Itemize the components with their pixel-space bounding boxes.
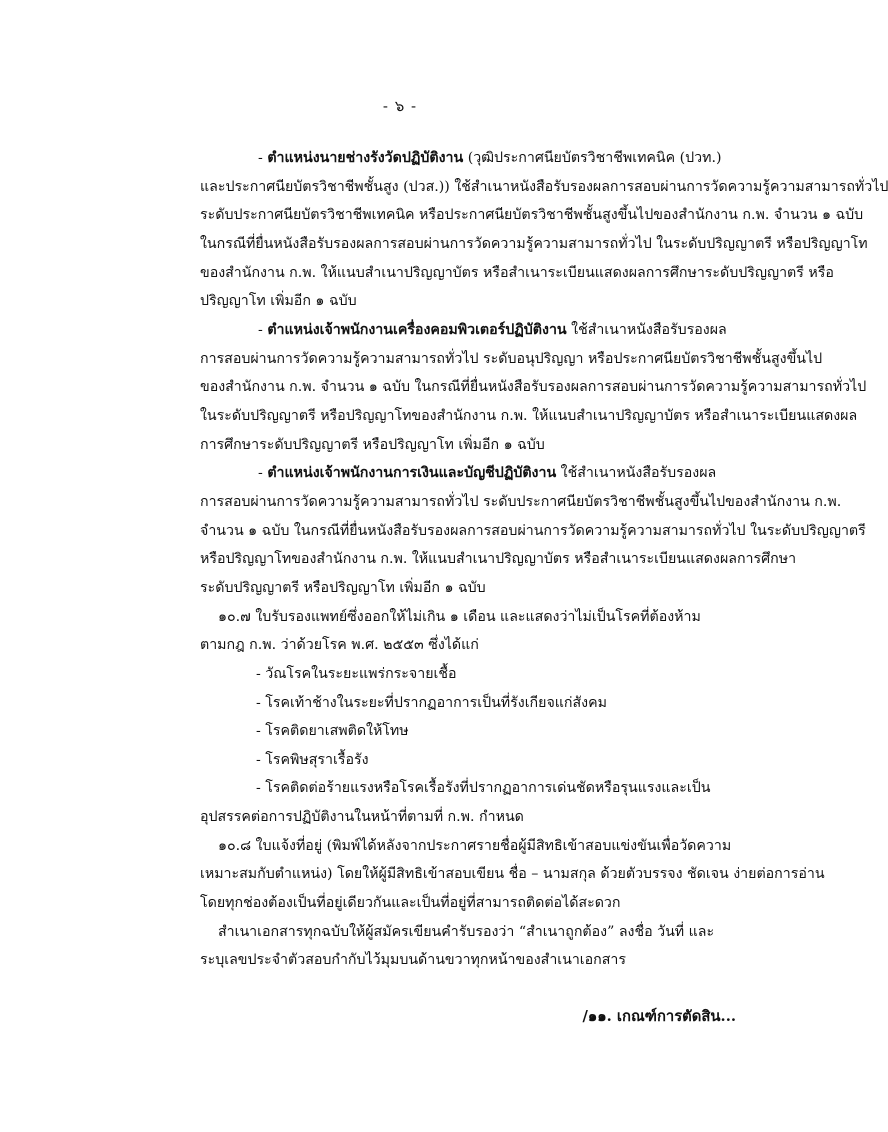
section-3-line-4: หรือปริญญาโทของสำนักงาน ก.พ. ให้แนบสำเนาปริญญาบัตร หรือสำเนาระเบียนแสดงผลการศึกษา: [200, 551, 797, 567]
certify-line-2: ระบุเลขประจำตัวสอบกำกับไว้มุมบนด้านขวาทุกหน้าของสำเนาเอกสาร: [200, 952, 627, 968]
disease-item-2: - โรคเท้าช้างในระยะที่ปรากฏอาการเป็นที่รังเกียจแก่สังคม: [256, 695, 607, 711]
certify-line-1: สำเนาเอกสารทุกฉบับให้ผู้สมัครเขียนคำรับรองว่า “สำเนาถูกต้อง” ลงชื่อ วันที่ และ: [218, 924, 715, 940]
section-1-line-6: ปริญญาโท เพิ่มอีก ๑ ฉบับ: [200, 293, 357, 309]
section-2-line-2: การสอบผ่านการวัดความรู้ความสามารถทั่วไป ระดับอนุปริญญา หรือประกาศนียบัตรวิชาชีพชั้นสูงขึ้นไป: [200, 351, 823, 367]
disease-item-4: - โรคพิษสุราเรื้อรัง: [256, 752, 369, 768]
item-10-7-line-2: ตามกฎ ก.พ. ว่าด้วยโรค พ.ศ. ๒๕๕๓ ซึ่งได้แก่: [200, 637, 479, 653]
continuation-footer: /๑๑. เกณฑ์การตัดสิน...: [582, 1008, 736, 1025]
section-1-heading: ตำแหน่งนายช่างรังวัดปฏิบัติงาน: [267, 150, 464, 166]
section-2-line-5: การศึกษาระดับปริญญาตรี หรือปริญญาโท เพิ่มอีก ๑ ฉบับ: [200, 437, 545, 453]
item-10-8-line-2: เหมาะสมกับตำแหน่ง) โดยให้ผู้มีสิทธิเข้าสอบเขียน ชื่อ – นามสกุล ด้วยตัวบรรจง ชัดเจน ง่ายต่อการอ่าน: [200, 866, 825, 882]
section-3-heading: ตำแหน่งเจ้าพนักงานการเงินและบัญชีปฏิบัติงาน: [267, 465, 557, 481]
section-1-line-3: ระดับประกาศนียบัตรวิชาชีพเทคนิค หรือประกาศนียบัตรวิชาชีพชั้นสูงขึ้นไปของสำนักงาน ก.พ. จำนวน ๑ ฉบับ: [200, 207, 864, 223]
section-3-line-5: ระดับปริญญาตรี หรือปริญญาโท เพิ่มอีก ๑ ฉบับ: [200, 580, 486, 596]
section-1-line-5: ของสำนักงาน ก.พ. ให้แนบสำเนาปริญญาบัตร หรือสำเนาระเบียนแสดงผลการศึกษาระดับปริญญาตรี หรือ: [200, 265, 834, 281]
page-number: - ๖ -: [382, 97, 418, 115]
disease-item-5: - โรคติดต่อร้ายแรงหรือโรคเรื้อรังที่ปรากฏอาการเด่นชัดหรือรุนแรงและเป็น: [256, 780, 711, 796]
section-3-line-1: - ตำแหน่งเจ้าพนักงานการเงินและบัญชีปฏิบัติงาน ใช้สำเนาหนังสือรับรองผล: [258, 465, 717, 481]
section-3-line-3: จำนวน ๑ ฉบับ ในกรณีที่ยื่นหนังสือรับรองผลการสอบผ่านการวัดความรู้ความสามารถทั่วไป ในระดับปริญญาตรี: [200, 523, 866, 539]
section-1-line-2: และประกาศนียบัตรวิชาชีพชั้นสูง (ปวส.)) ใช้สำเนาหนังสือรับรองผลการสอบผ่านการวัดความรู้ความสามารถทั่วไป: [200, 179, 888, 195]
disease-item-3: - โรคติดยาเสพติดให้โทษ: [256, 723, 409, 739]
item-10-8-line-3: โดยทุกช่องต้องเป็นที่อยู่เดียวกันและเป็นที่อยู่ที่สามารถติดต่อได้สะดวก: [200, 895, 621, 911]
section-2-heading: ตำแหน่งเจ้าพนักงานเครื่องคอมพิวเตอร์ปฏิบัติงาน: [267, 322, 567, 338]
section-2-line-3: ของสำนักงาน ก.พ. จำนวน ๑ ฉบับ ในกรณีที่ยื่นหนังสือรับรองผลการสอบผ่านการวัดความรู้ความสามารถทั่วไป: [200, 379, 867, 395]
section-1-line-1: - ตำแหน่งนายช่างรังวัดปฏิบัติงาน (วุฒิประกาศนียบัตรวิชาชีพเทคนิค (ปวท.): [258, 150, 722, 166]
item-10-8-line-1: ๑๐.๘ ใบแจ้งที่อยู่ (พิมพ์ได้หลังจากประกาศรายชื่อผู้มีสิทธิเข้าสอบแข่งขันเพื่อวัดความ: [218, 838, 732, 854]
item-10-7-line-1: ๑๐.๗ ใบรับรองแพทย์ซึ่งออกให้ไม่เกิน ๑ เดือน และแสดงว่าไม่เป็นโรคที่ต้องห้าม: [218, 609, 701, 625]
section-2-line-1: - ตำแหน่งเจ้าพนักงานเครื่องคอมพิวเตอร์ปฏิบัติงาน ใช้สำเนาหนังสือรับรองผล: [258, 322, 727, 338]
section-2-line-4: ในระดับปริญญาตรี หรือปริญญาโทของสำนักงาน ก.พ. ให้แนบสำเนาปริญญาบัตร หรือสำเนาระเบียนแสดงผล: [200, 408, 858, 424]
disease-item-1: - วัณโรคในระยะแพร่กระจายเชื้อ: [256, 666, 457, 682]
section-1-line-4: ในกรณีที่ยื่นหนังสือรับรองผลการสอบผ่านการวัดความรู้ความสามารถทั่วไป ในระดับปริญญาตรี หรือปริญญาโท: [200, 236, 868, 252]
disease-item-5-cont: อุปสรรคต่อการปฏิบัติงานในหน้าที่ตามที่ ก.พ. กำหนด: [200, 809, 524, 825]
section-3-line-2: การสอบผ่านการวัดความรู้ความสามารถทั่วไป ระดับประกาศนียบัตรวิชาชีพชั้นสูงขึ้นไปของสำนักงาน ก.พ.: [200, 494, 842, 510]
